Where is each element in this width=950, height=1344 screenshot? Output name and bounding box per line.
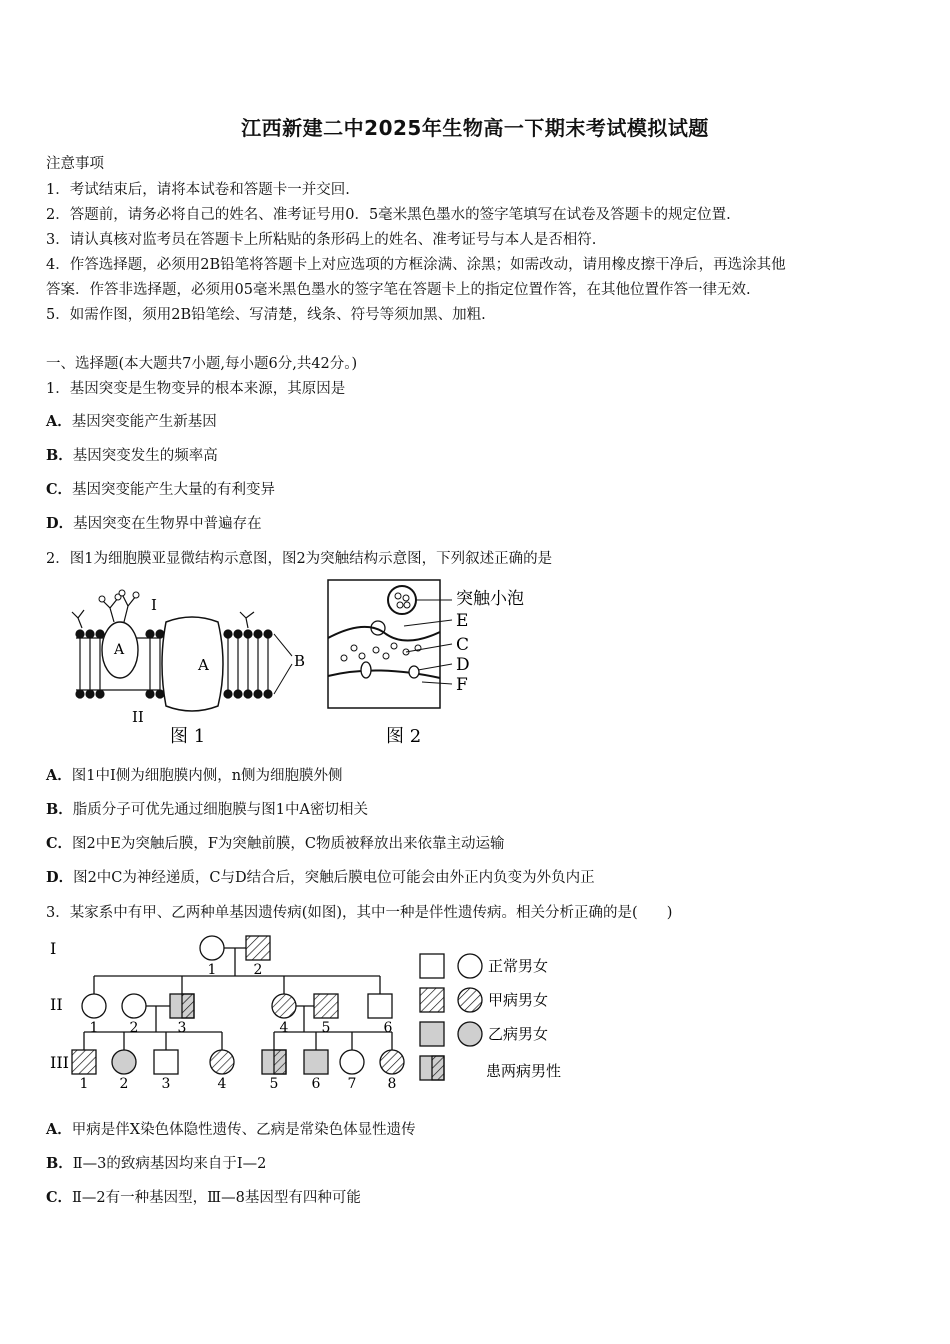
svg-text:2: 2 <box>119 1076 129 1088</box>
q1-option-d: D．基因突变在生物界中普遍存在 <box>46 515 262 532</box>
svg-text:II: II <box>50 995 63 1014</box>
q3-option-b: B．Ⅱ—3的致病基因均来自于Ⅰ—2 <box>46 1155 267 1172</box>
fig1-label-i: I <box>151 596 157 614</box>
fig2-vesicle-label: 突触小泡 <box>456 589 524 609</box>
synapse-figure <box>326 578 566 750</box>
svg-text:I: I <box>50 939 57 958</box>
page-title: 江西新建二中2025年生物高一下期末考试模拟试题 <box>241 116 709 140</box>
question-2-stem: 2．图1为细胞膜亚显微结构示意图，图2为突触结构示意图，下列叙述正确的是 <box>46 551 553 567</box>
synaptic-vesicle <box>388 586 416 614</box>
question-1-stem: 1．基因突变是生物变异的根本来源，其原因是 <box>46 381 346 397</box>
svg-text:4: 4 <box>279 1020 289 1036</box>
fig1-label-b: B <box>294 652 306 670</box>
fig1-label-a1: A <box>114 642 125 658</box>
notice-item: 1．考试结束后，请将本试卷和答题卡一并交回. <box>46 182 350 198</box>
fig2-label-e: E <box>456 611 469 631</box>
svg-text:5: 5 <box>321 1020 331 1036</box>
section-heading: 一、选择题(本大题共7小题,每小题6分,共42分。) <box>46 356 358 372</box>
fig1-label-a2: A <box>198 656 209 674</box>
svg-text:3: 3 <box>177 1020 187 1036</box>
svg-text:3: 3 <box>161 1076 171 1088</box>
q1-option-b: B．基因突变发生的频率高 <box>46 447 218 464</box>
svg-text:1: 1 <box>207 962 217 978</box>
q1-option-c: C．基因突变能产生大量的有利变异 <box>46 481 276 498</box>
q3-option-a: A．甲病是伴X染色体隐性遗传、乙病是常染色体显性遗传 <box>46 1121 416 1138</box>
fig2-label-f: F <box>456 675 468 695</box>
svg-text:5: 5 <box>269 1076 279 1088</box>
q1-option-a: A．基因突变能产生新基因 <box>46 413 217 430</box>
fig1-label-ii: II <box>132 708 144 726</box>
fig1-caption: 图 1 <box>170 726 206 747</box>
notice-item: 4．作答选择题，必须用2B铅笔将答题卡上对应选项的方框涂满、涂黑；如需改动，请用橡皮擦干净后，再选涂其他 <box>46 257 786 273</box>
legend-disease-b: 乙病男女 <box>488 1025 549 1043</box>
lipid-bilayer-right <box>224 630 272 698</box>
notice-item: 2．答题前，请务必将自己的姓名、准考证号用0．5毫米黑色墨水的签字笔填写在试卷及答题卡的规定位置. <box>46 207 731 223</box>
svg-text:III: III <box>50 1053 69 1072</box>
pedigree-legend <box>420 954 482 1080</box>
fig2-label-c: C <box>456 635 470 655</box>
svg-text:2: 2 <box>253 962 263 978</box>
question-3-stem: 3．某家系中有甲、乙两种单基因遗传病(如图)，其中一种是伴性遗传病。相关分析正确的是( ) <box>46 905 673 921</box>
svg-text:6: 6 <box>383 1020 393 1036</box>
legend-disease-a: 甲病男女 <box>488 991 549 1009</box>
q3-option-c: C．Ⅱ—2有一种基因型，Ⅲ—8基因型有四种可能 <box>46 1189 361 1206</box>
generation-labels <box>50 939 69 1072</box>
svg-text:2: 2 <box>129 1020 139 1036</box>
q2-option-a: A．图1中I侧为细胞膜内侧，n侧为细胞膜外侧 <box>46 767 343 784</box>
q2-option-c: C．图2中E为突触后膜，F为突触前膜，C物质被释放出来依靠主动运输 <box>46 835 505 852</box>
notice-item: 答案．作答非选择题，必须用05毫米黑色墨水的签字笔在答题卡上的指定位置作答，在其他位置作答一律无效. <box>46 282 751 298</box>
svg-text:1: 1 <box>89 1020 99 1036</box>
legend-both: 患两病男性 <box>486 1062 562 1080</box>
svg-text:8: 8 <box>387 1076 397 1088</box>
legend-normal: 正常男女 <box>488 957 549 975</box>
notice-item: 5．如需作图，须用2B铅笔绘、写清楚，线条、符号等须加黑、加粗. <box>46 307 486 323</box>
pedigree-figure <box>46 928 586 1088</box>
svg-text:4: 4 <box>217 1076 227 1088</box>
q2-option-b: B．脂质分子可优先通过细胞膜与图1中A密切相关 <box>46 801 368 818</box>
notice-item: 3．请认真核对监考员在答题卡上所粘贴的条形码上的姓名、准考证号与本人是否相符. <box>46 232 597 248</box>
membrane-figure <box>62 578 322 750</box>
fig2-label-d: D <box>456 655 470 675</box>
fig2-caption: 图 2 <box>386 726 422 747</box>
svg-text:6: 6 <box>311 1076 321 1088</box>
channel-protein <box>162 617 223 711</box>
notice-heading: 注意事项 <box>46 156 104 172</box>
q2-option-d: D．图2中C为神经递质，C与D结合后，突触后膜电位可能会由外正内负变为外负内正 <box>46 869 595 886</box>
svg-text:7: 7 <box>347 1076 357 1088</box>
svg-text:1: 1 <box>79 1076 89 1088</box>
